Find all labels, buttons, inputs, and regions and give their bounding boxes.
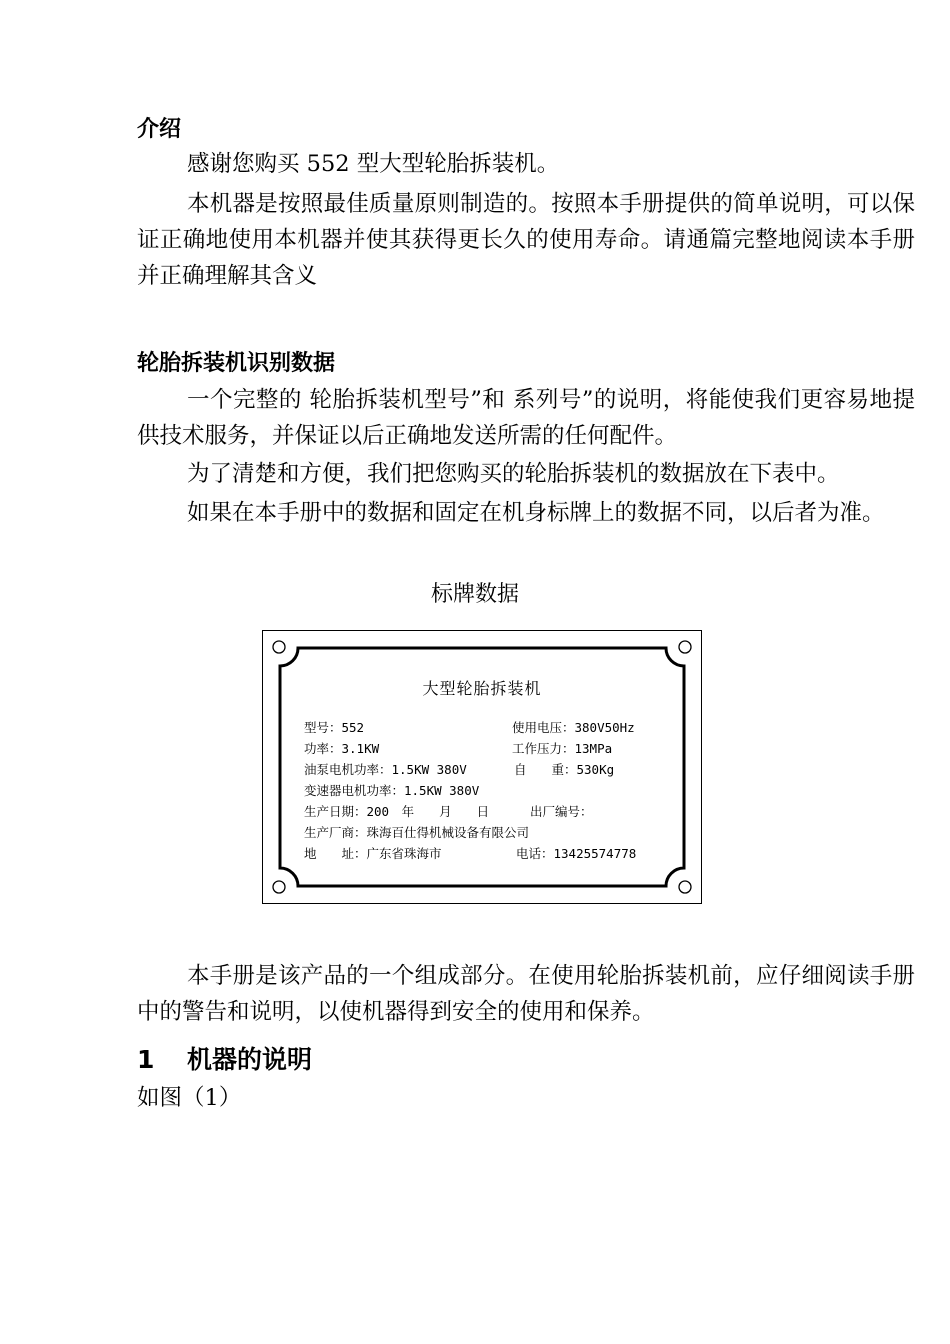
plate-pump-power: 油泵电机功率：1.5KW 380V bbox=[304, 762, 467, 777]
plate-production-date: 生产日期：200 年 月 日 bbox=[304, 804, 490, 819]
plate-address: 地 址：广东省珠海市 bbox=[304, 846, 442, 861]
nameplate bbox=[262, 630, 702, 904]
screw-hole-bottom-right bbox=[679, 881, 691, 893]
screw-hole-bottom-left bbox=[273, 881, 285, 893]
figure-reference: 如图（1） bbox=[137, 1085, 242, 1111]
manual-paragraph: 本手册是该产品的一个组成部分。在使用轮胎拆装机前，应仔细阅读手册中的警告和说明，以使机器得到安全的使用和保养。 bbox=[137, 963, 915, 1025]
plate-serial-number: 出厂编号： bbox=[530, 804, 593, 819]
plate-weight: 自 重：530Kg bbox=[514, 762, 615, 777]
nameplate-title: 大型轮胎拆装机 bbox=[422, 679, 542, 698]
plate-phone: 电话：13425574778 bbox=[516, 846, 637, 861]
ident-paragraph-1: 一个完整的 轮胎拆装机型号”和 系列号”的说明，将能使我们更容易地提供技术服务，并保证以后正确地发送所需的任何配件。 bbox=[137, 387, 915, 449]
section-number: 1 bbox=[137, 1045, 155, 1074]
plate-pressure: 工作压力：13MPa bbox=[512, 741, 613, 756]
intro-heading: 介绍 bbox=[137, 117, 182, 142]
ident-heading: 轮胎拆装机识别数据 bbox=[137, 351, 336, 376]
plate-power: 功率：3.1KW bbox=[304, 741, 380, 756]
section-title: 机器的说明 bbox=[187, 1045, 313, 1074]
plate-voltage: 使用电压：380V50Hz bbox=[512, 720, 635, 735]
ident-paragraph-2: 为了清楚和方便，我们把您购买的轮胎拆装机的数据放在下表中。 bbox=[187, 461, 840, 487]
plate-caption: 标牌数据 bbox=[430, 582, 519, 607]
ident-paragraph-3: 如果在本手册中的数据和固定在机身标牌上的数据不同，以后者为准。 bbox=[187, 500, 885, 526]
intro-paragraph-1: 感谢您购买 552 型大型轮胎拆装机。 bbox=[187, 151, 560, 177]
screw-hole-top-left bbox=[273, 641, 285, 653]
plate-model: 型号：552 bbox=[304, 720, 365, 735]
section-1-heading bbox=[137, 1040, 312, 1076]
plate-manufacturer: 生产厂商：珠海百仕得机械设备有限公司 bbox=[304, 825, 530, 840]
screw-hole-top-right bbox=[679, 641, 691, 653]
plate-gearbox-power: 变速器电机功率：1.5KW 380V bbox=[304, 783, 480, 798]
intro-paragraph-2: 本机器是按照最佳质量原则制造的。按照本手册提供的简单说明，可以保证正确地使用本机器并使其获得更长久的使用寿命。请通篇完整地阅读本手册并正确理解其含义 bbox=[137, 191, 915, 289]
